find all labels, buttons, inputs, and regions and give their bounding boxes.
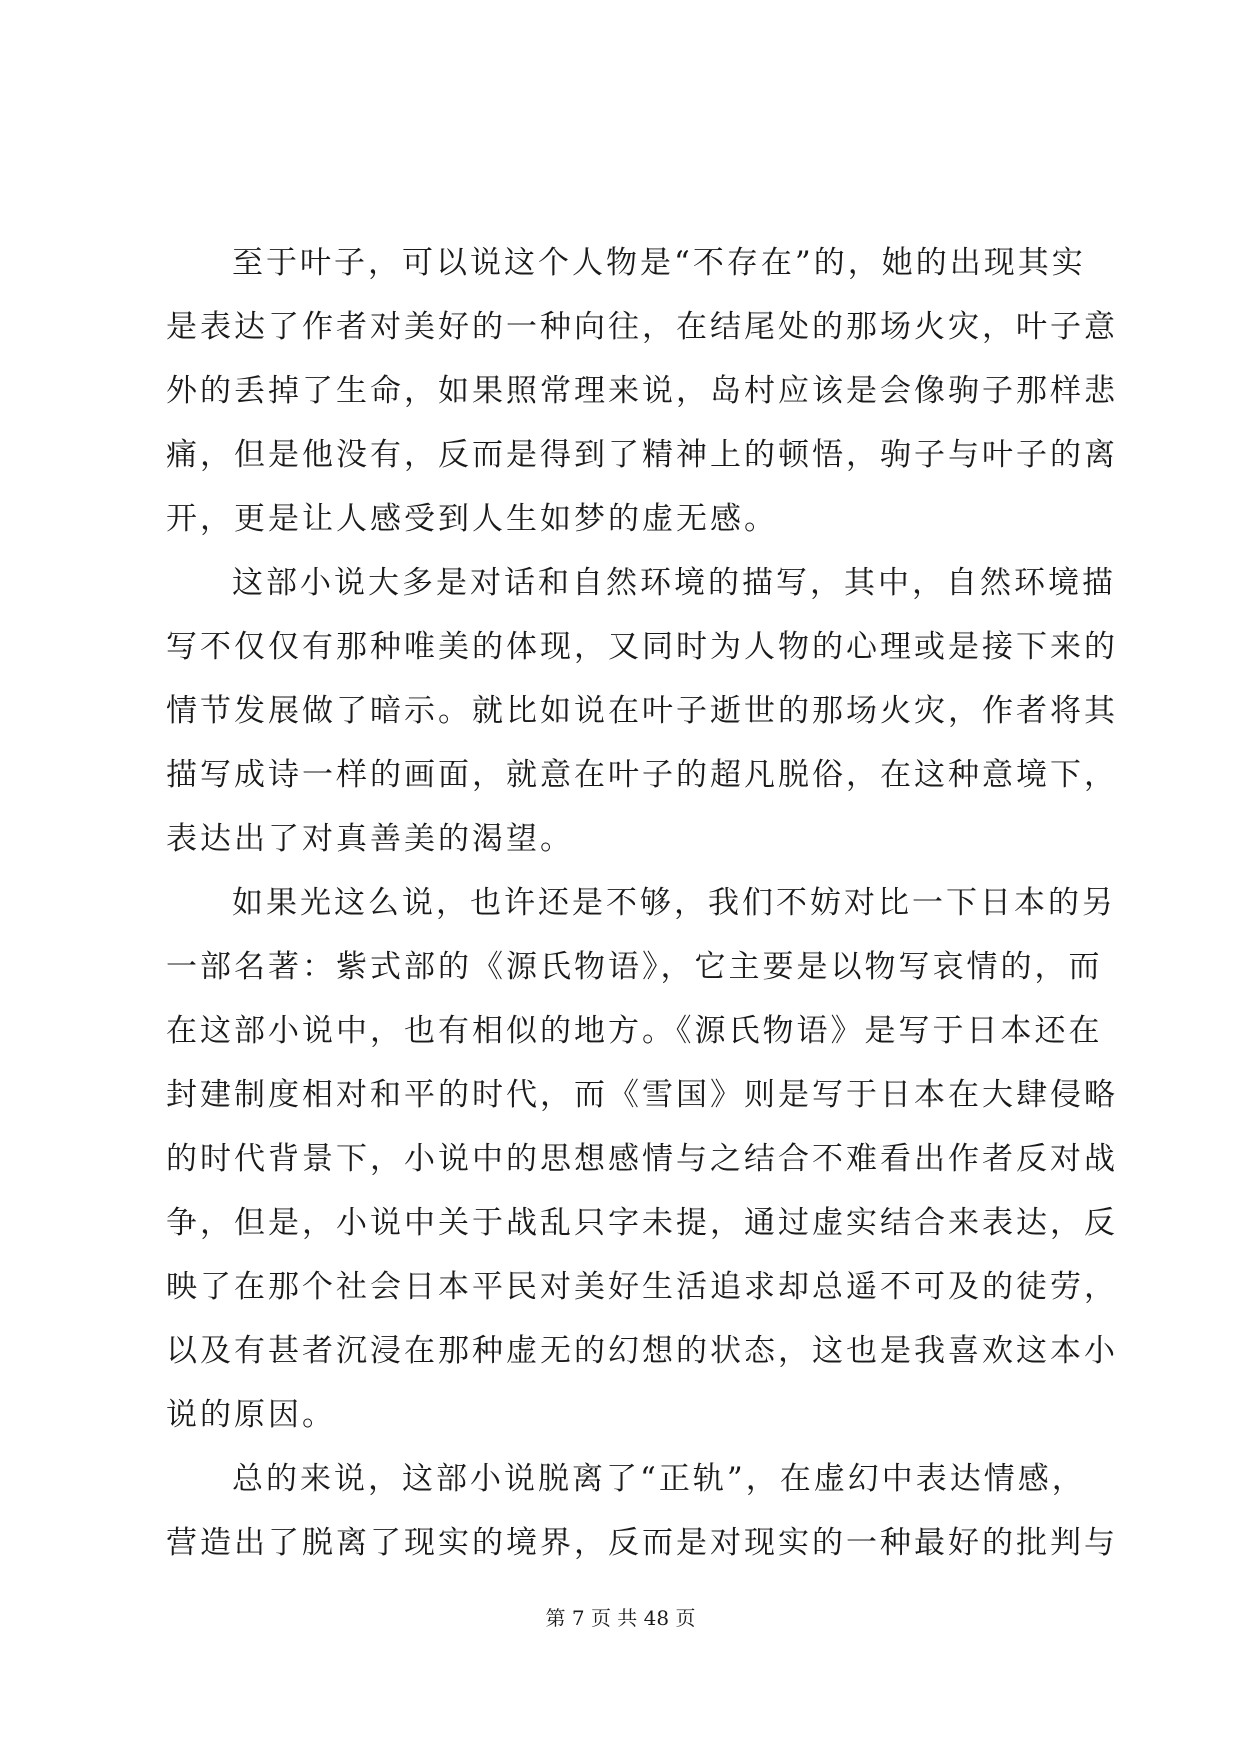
text-line: 至于叶子，可以说这个人物是“不存在”的，她的出现其实	[232, 245, 1086, 281]
text-line: 外的丢掉了生命，如果照常理来说，岛村应该是会像驹子那样悲	[166, 373, 1118, 409]
paragraph	[166, 1447, 1118, 1575]
text-line: 一部名著：紫式部的《源氏物语》，它主要是以物写哀情的，而	[166, 949, 1103, 985]
text-line: 痛，但是他没有，反而是得到了精神上的顿悟，驹子与叶子的离	[166, 437, 1118, 473]
text-line: 描写成诗一样的画面，就意在叶子的超凡脱俗，在这种意境下，	[166, 757, 1118, 793]
text-line: 写不仅仅有那种唯美的体现，又同时为人物的心理或是接下来的	[166, 629, 1118, 665]
text-line: 这部小说大多是对话和自然环境的描写，其中，自然环境描	[232, 565, 1116, 601]
page-number-footer: 第 7 页 共 48 页	[545, 1606, 696, 1630]
paragraph	[166, 871, 1118, 1447]
text-line: 如果光这么说，也许还是不够，我们不妨对比一下日本的另	[232, 885, 1116, 921]
paragraph	[166, 231, 1118, 551]
text-line: 说的原因。	[166, 1397, 336, 1433]
body-text	[166, 231, 1118, 1575]
paragraph	[166, 551, 1118, 871]
text-line: 映了在那个社会日本平民对美好生活追求却总遥不可及的徒劳，	[166, 1269, 1118, 1305]
text-line: 以及有甚者沉浸在那种虚无的幻想的状态，这也是我喜欢这本小	[166, 1333, 1118, 1369]
text-line: 情节发展做了暗示。就比如说在叶子逝世的那场火灾，作者将其	[166, 693, 1118, 729]
text-line: 开，更是让人感受到人生如梦的虚无感。	[166, 501, 778, 537]
text-line: 表达出了对真善美的渴望。	[166, 821, 574, 857]
text-line: 总的来说，这部小说脱离了“正轨”，在虚幻中表达情感，	[232, 1461, 1086, 1497]
text-line: 的时代背景下，小说中的思想感情与之结合不难看出作者反对战	[166, 1141, 1118, 1177]
text-line: 是表达了作者对美好的一种向往，在结尾处的那场火灾，叶子意	[166, 309, 1118, 345]
text-line: 封建制度相对和平的时代，而《雪国》则是写于日本在大肆侵略	[166, 1077, 1118, 1113]
text-line: 营造出了脱离了现实的境界，反而是对现实的一种最好的批判与	[166, 1525, 1118, 1561]
text-line: 在这部小说中，也有相似的地方。《源氏物语》是写于日本还在	[166, 1013, 1103, 1049]
text-line: 争，但是，小说中关于战乱只字未提，通过虚实结合来表达，反	[166, 1205, 1118, 1241]
